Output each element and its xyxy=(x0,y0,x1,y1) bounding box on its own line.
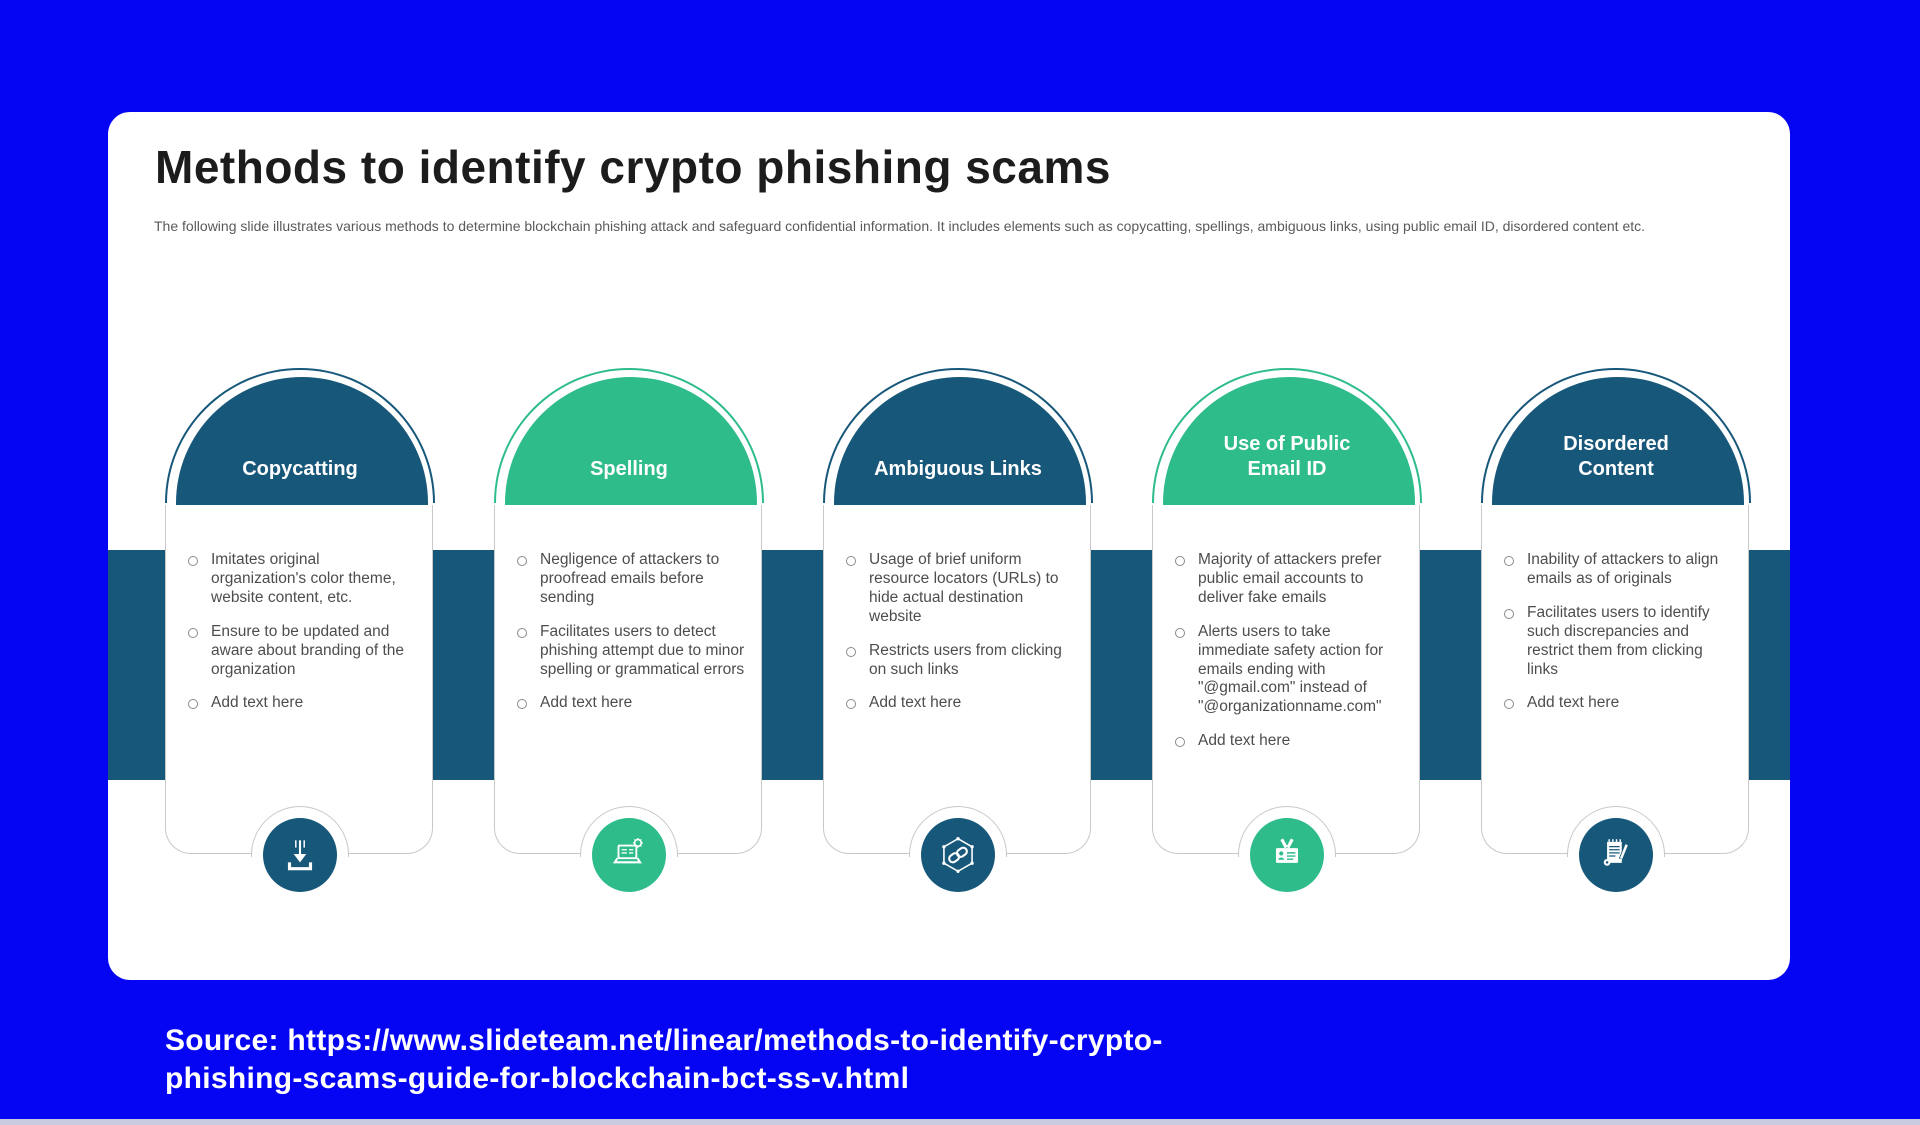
list-item xyxy=(1173,732,1405,751)
card-title: Copycatting xyxy=(242,458,358,480)
bullet-marker xyxy=(846,699,856,709)
bullet-marker xyxy=(517,556,527,566)
card-body xyxy=(1481,505,1749,854)
bullet-text: Add text here xyxy=(1527,694,1620,712)
card-dome xyxy=(165,368,435,508)
laptop-gear-icon xyxy=(592,818,666,892)
method-card-public-email-id xyxy=(1152,368,1422,855)
source-line-1: Source: https://www.slideteam.net/linear/methods-to-identify-crypto- xyxy=(165,1024,1163,1057)
method-card-ambiguous-links xyxy=(823,368,1093,855)
card-body xyxy=(1152,505,1420,854)
card-title: Spelling xyxy=(590,458,668,480)
document-pencil-icon xyxy=(1579,818,1653,892)
list-item xyxy=(844,551,1076,627)
card-title: Use of Public Email ID xyxy=(1223,433,1351,480)
bullet-text: Ensure to be updated and aware about branding of the organization xyxy=(211,622,405,678)
bullet-marker xyxy=(188,556,198,566)
page-title: Methods to identify crypto phishing scams xyxy=(155,141,1111,193)
bullet-marker xyxy=(1504,699,1514,709)
card-dome xyxy=(1152,368,1422,508)
bullet-marker xyxy=(1175,737,1185,747)
bullet-text: Add text here xyxy=(1198,732,1291,750)
bullet-marker xyxy=(517,699,527,709)
bullet-marker xyxy=(1175,628,1185,638)
card-dome xyxy=(823,368,1093,508)
download-icon xyxy=(263,818,337,892)
bullet-marker xyxy=(188,628,198,638)
list-item xyxy=(1173,551,1405,608)
list-item xyxy=(186,623,418,680)
bullet-text: Negligence of attackers to proofread emails before sending xyxy=(540,551,720,606)
list-item xyxy=(844,694,1076,713)
source-line-2: phishing-scams-guide-for-blockchain-bct-ss-v.html xyxy=(165,1062,910,1095)
bullet-marker xyxy=(1175,556,1185,566)
dome-fill xyxy=(834,377,1086,508)
list-item xyxy=(186,551,418,608)
list-item xyxy=(186,694,418,713)
bullet-text: Majority of attackers prefer public email accounts to deliver fake emails xyxy=(1198,551,1382,606)
bullet-marker xyxy=(846,556,856,566)
dome-fill xyxy=(176,377,428,508)
card-dome xyxy=(1481,368,1751,508)
bullet-text: Alerts users to take immediate safety action for emails ending with "@gmail.com" instead of "@organizationname.com" xyxy=(1198,622,1384,716)
id-badge-icon xyxy=(1250,818,1324,892)
bullet-marker xyxy=(188,699,198,709)
page-subtitle: The following slide illustrates various methods to determine blockchain phishing attack and safeguard confidential information. It includes elements such as copycatting, spellings, ambiguous links, using public email ID, disordered content etc. xyxy=(154,218,1646,234)
method-card-copycatting xyxy=(165,368,435,855)
method-card-spelling xyxy=(494,368,764,855)
list-item xyxy=(1502,604,1734,680)
list-item xyxy=(515,623,747,680)
source-caption xyxy=(165,1022,1163,1098)
bullet-text: Facilitates users to detect phishing attempt due to minor spelling or grammatical errors xyxy=(540,622,745,678)
chain-link-icon xyxy=(921,818,995,892)
card-body xyxy=(823,505,1091,854)
bullet-marker xyxy=(846,647,856,657)
bullet-marker xyxy=(1504,609,1514,619)
card-title: Disordered Content xyxy=(1563,433,1669,480)
card-title: Ambiguous Links xyxy=(874,458,1042,480)
list-item xyxy=(515,694,747,713)
bullet-marker xyxy=(517,628,527,638)
bullet-marker xyxy=(1504,556,1514,566)
card-body xyxy=(494,505,762,854)
card-dome xyxy=(494,368,764,508)
bullet-text: Usage of brief uniform resource locators (URLs) to hide actual destination website xyxy=(869,551,1059,625)
bullet-text: Facilitates users to identify such discrepancies and restrict them from clicking links xyxy=(1527,603,1710,678)
list-item xyxy=(515,551,747,608)
bullet-text: Restricts users from clicking on such links xyxy=(869,641,1062,678)
method-card-disordered-content xyxy=(1481,368,1751,855)
list-item xyxy=(1502,694,1734,713)
slide-canvas xyxy=(108,112,1790,980)
list-item xyxy=(1173,623,1405,718)
bottom-edge-strip xyxy=(0,1119,1920,1125)
list-item xyxy=(844,642,1076,680)
card-body xyxy=(165,505,433,854)
bullet-text: Add text here xyxy=(211,694,304,712)
bullet-text: Inability of attackers to align emails as of originals xyxy=(1527,551,1719,587)
bullet-text: Add text here xyxy=(869,694,962,712)
dome-fill xyxy=(505,377,757,508)
bullet-text: Imitates original organization's color theme, website content, etc. xyxy=(211,551,396,606)
bullet-text: Add text here xyxy=(540,694,633,712)
list-item xyxy=(1502,551,1734,589)
